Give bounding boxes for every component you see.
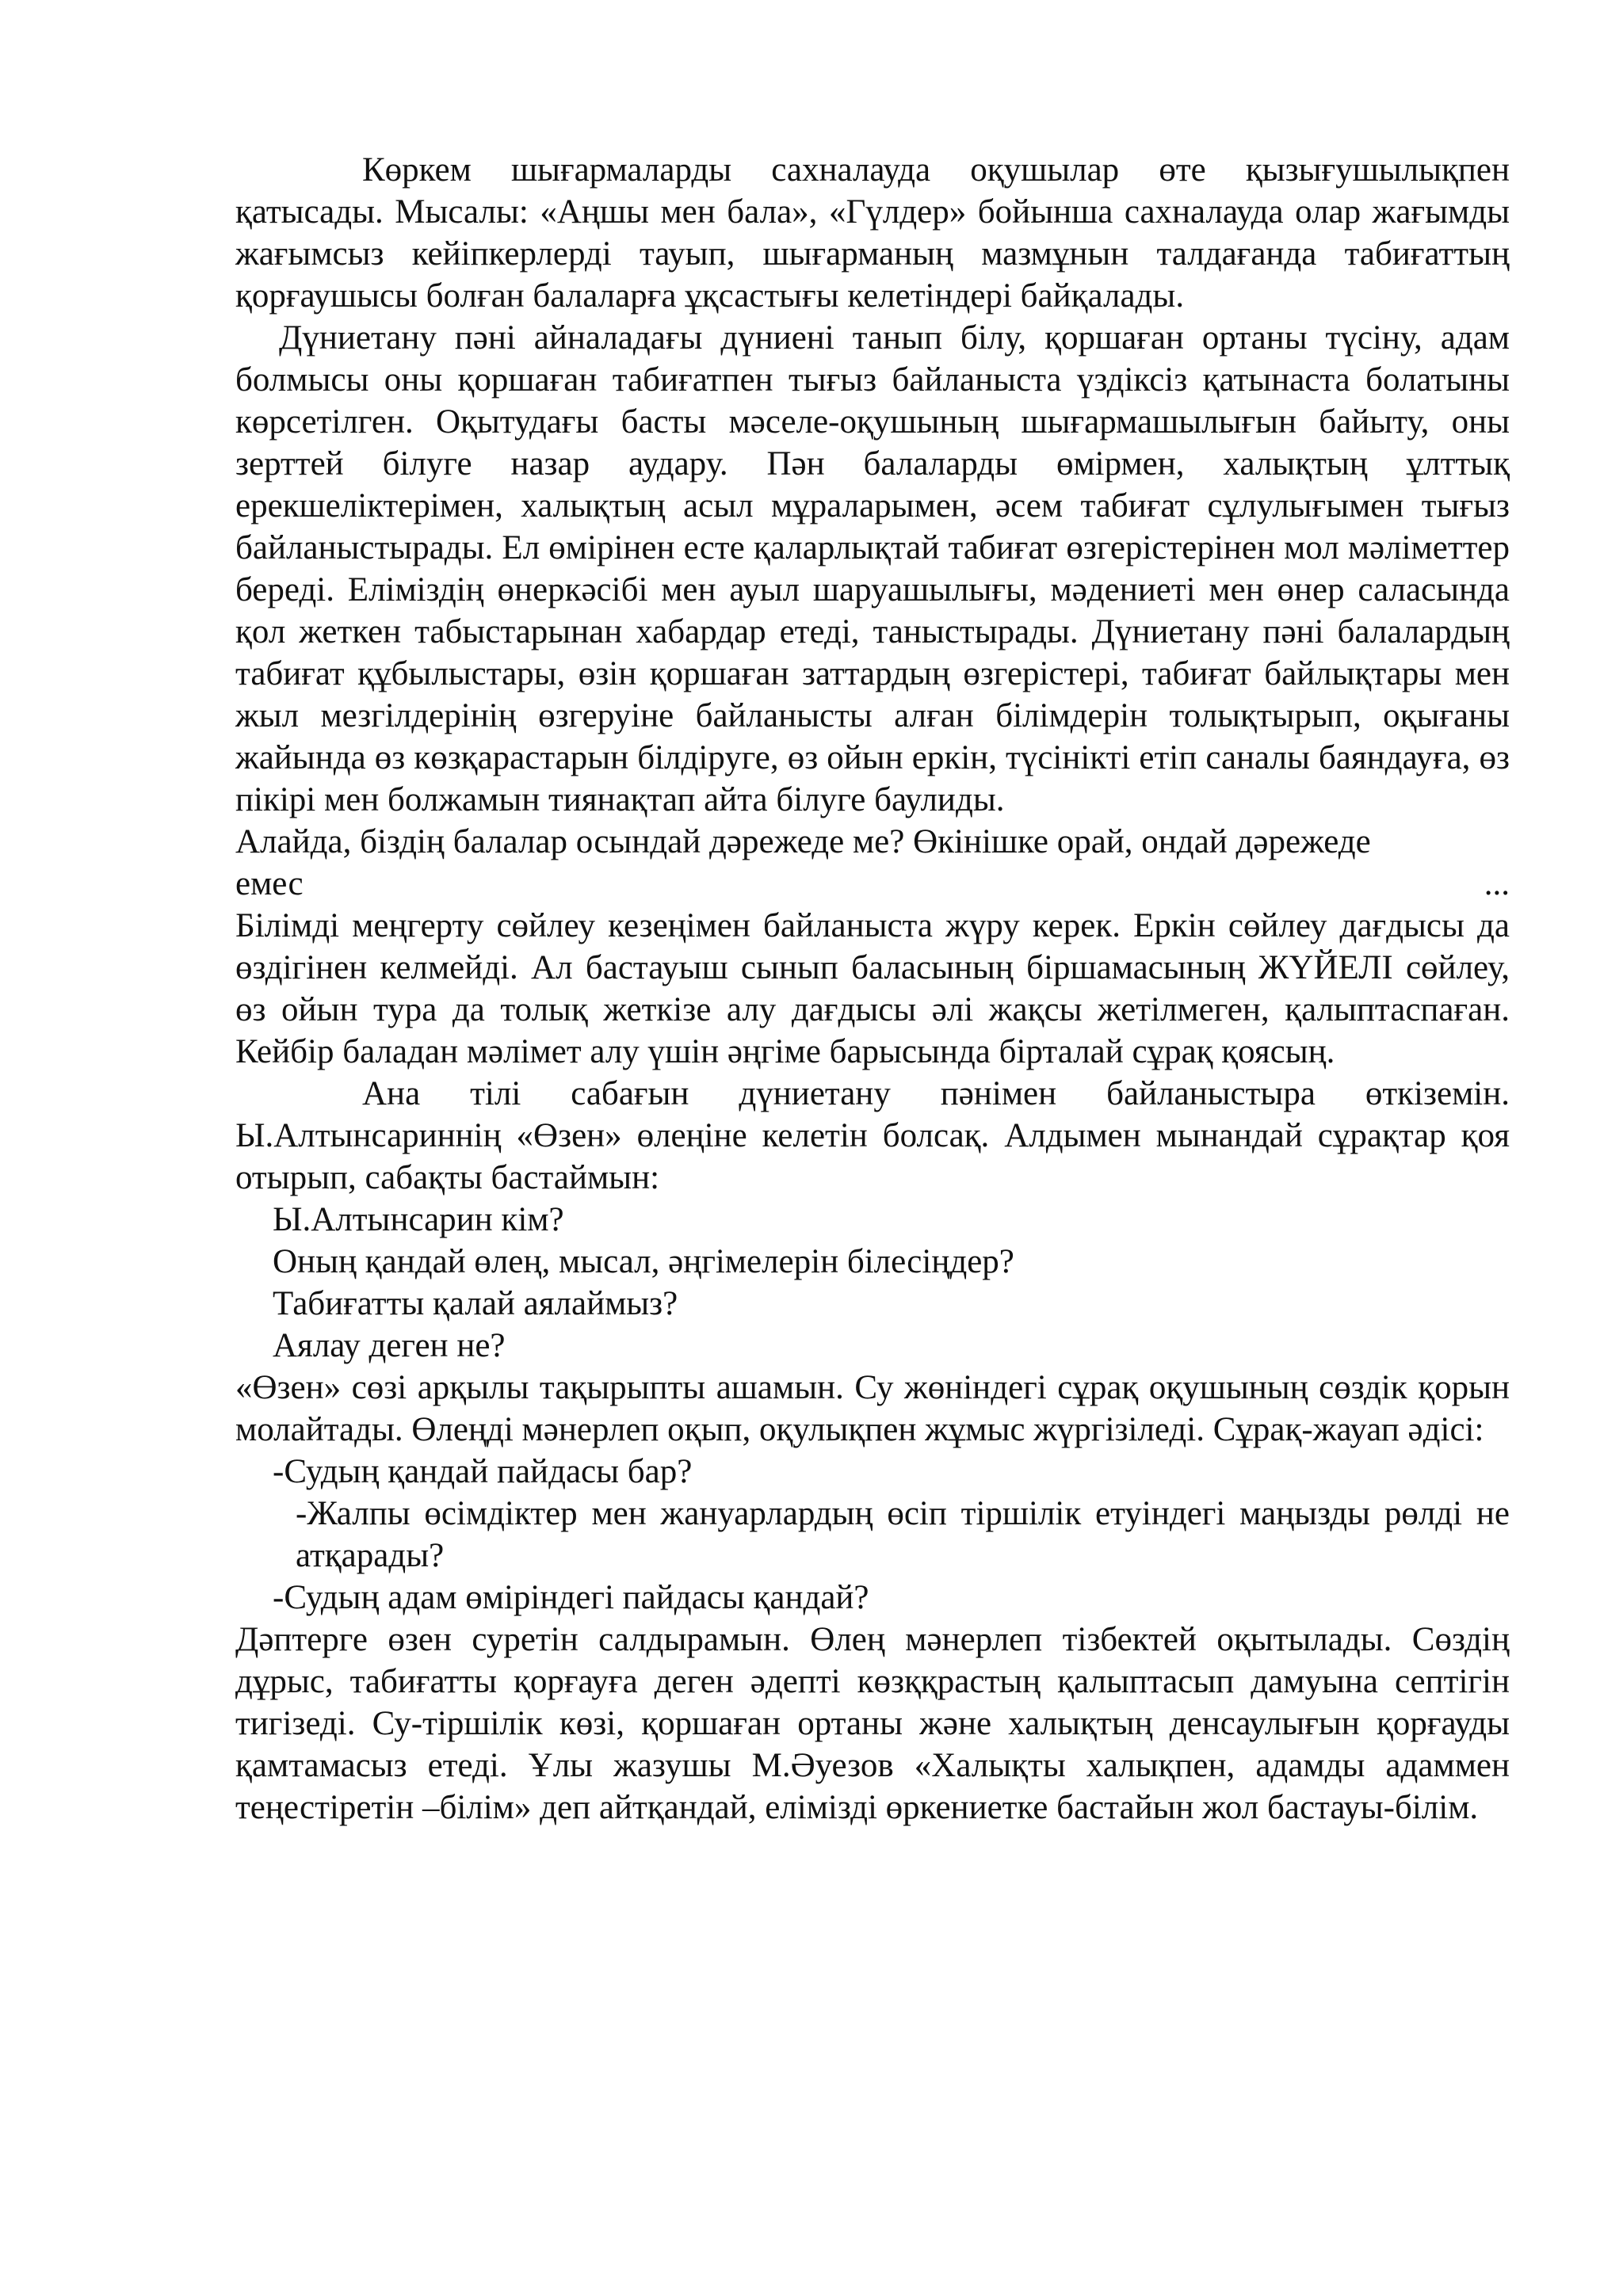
paragraph-world-studies: Дүниетану пәні айналадағы дүниені танып білу, қоршаған ортаны түсіну, адам болмысы оны қоршаған табиғатпен тығыз байланыста үздіксіз қатынаста болатыны көрсетілген. Оқытудағы басты мәселе-оқушының шығармашылығын байыту, оны зерттей білуге назар аудару. Пән балаларды өмірмен, халықтың ұлттық ерекшеліктерімен, халықтың асыл мұраларымен, әсем табиғат сұлулығымен тығыз байланыстырады. Ел өмірінен есте қаларлықтай табиғат өзгерістерінен мол мәліметтер береді. Еліміздің өнеркәсібі мен ауыл шаруашылығы, мәдениеті мен өнер саласында қол жеткен табыстарынан хабардар етеді, таныстырады. Дүниетану пәні балалардың табиғат құбылыстары, өзін қоршаған заттардың өзгерістері, табиғат байлықтары мен жыл мезгілдерінің өзгеруіне байланысты алған білімдерін толықтырып, оқығаны жайында өз көзқарастарын білдіруге, өз ойын еркін, түсінікті етіп саналы баяндауға, өз пікірі мен болжамын тиянақтап айта білуге баулиды. <box>235 319 1510 818</box>
question-line: -Жалпы өсімдіктер мен жануарлардың өсіп тіршілік етуіндегі маңызды рөлді не атқарады? <box>296 1495 1510 1574</box>
paragraph-question-level-end <box>235 863 1510 905</box>
paragraph-river-topic: «Өзен» сөзі арқылы тақырыпты ашамын. Су жөніндегі сұрақ оқушының сөздік қорын молайтады. Өлеңді мәнерлеп оқып, оқулықпен жұмыс жүргізіледі. Сұрақ-жауап әдісі: <box>235 1369 1510 1448</box>
question-line: Аялау деген не? <box>273 1327 506 1364</box>
ellipsis: ... <box>1484 865 1510 902</box>
question-line: -Судың адам өміріндегі пайдасы қандай? <box>273 1579 869 1616</box>
word-emes: емес <box>235 865 304 902</box>
question-line: Табиғатты қалай аялаймыз? <box>273 1285 678 1322</box>
paragraph-speech-skills: Білімді меңгерту сөйлеу кезеңімен байланыста жүру керек. Еркін сөйлеу дағдысы да өздігінен келмейді. Ал бастауыш сынып баласының біршамасының ЖҮЙЕЛІ сөйлеу, өз ойын тура да толық жеткізе алу дағдысы әлі жақсы жетілмеген, қалыптаспаған. Кейбір баладан мәлімет алу үшін әңгіме барысында бірталай сұрақ қоясың. <box>235 907 1510 1070</box>
document-page <box>235 149 1510 1829</box>
question-line: Ы.Алтынсарин кім? <box>273 1201 564 1238</box>
paragraph-lesson-intro: Ана тілі сабағын дүниетану пәнімен байланыстыра өткіземін. Ы.Алтынсариннің «Өзен» өлеңіне келетін болсақ. Алдымен мынандай сұрақтар қоя отырып, сабақты бастаймын: <box>235 1075 1510 1196</box>
question-line: -Судың қандай пайдасы бар? <box>273 1453 693 1490</box>
paragraph-staging: Көркем шығармаларды сахналауда оқушылар өте қызығушылықпен қатысады. Мысалы: «Аңшы мен бала», «Гүлдер» бойынша сахналауда олар жағымды жағымсыз кейіпкерлерді тауып, шығарманың мазмұнын талдағанда табиғаттың қорғаушысы болған балаларға ұқсастығы келетіндері байқалады. <box>235 151 1510 315</box>
paragraph-conclusion: Дәптерге өзен суретін салдырамын. Өлең мәнерлеп тізбектей оқытылады. Сөздің дұрыс, табиғатты қорғауға деген әдепті көзққрастың қалыптасып дамуына септігін тигізеді. Су-тіршілік көзі, қоршаған ортаны және халықтың денсаулығын қорғауды қамтамасыз етеді. Ұлы жазушы М.Әуезов «Халықты халықпен, адамды адаммен теңестіретін –білім» деп айтқандай, елімізді өркениетке бастайын жол бастауы-білім. <box>235 1621 1510 1826</box>
paragraph-question-level: Алайда, біздің балалар осындай дәрежеде ме? Өкінішке орай, ондай дәрежеде <box>235 823 1371 860</box>
question-line: Оның қандай өлең, мысал, әңгімелерін білесіңдер? <box>273 1243 1014 1280</box>
